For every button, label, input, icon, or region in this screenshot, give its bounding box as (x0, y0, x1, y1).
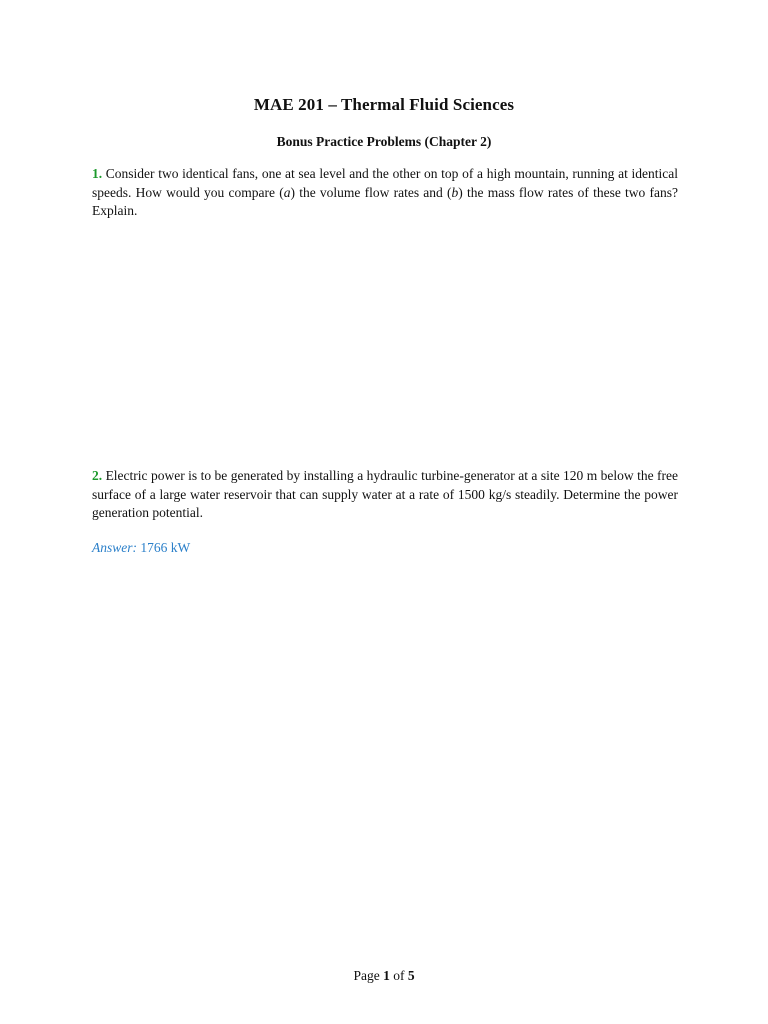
footer-page-number: 1 (383, 968, 390, 983)
problem-1-text-b: ) the volume flow rates and ( (290, 184, 452, 200)
problem-1 (92, 165, 678, 221)
problem-2-number: 2. (92, 468, 103, 483)
footer-total-pages: 5 (407, 968, 415, 983)
document-title: MAE 201 – Thermal Fluid Sciences (253, 95, 515, 114)
answer-value: 1766 kW (137, 540, 191, 555)
problem-1-text-c: ) the mass flow rates of these two fans? Explain. (92, 184, 678, 218)
problem-2 (92, 467, 678, 523)
problem-1-italic-b: b (451, 184, 459, 200)
problem-1-text-a: Consider two identical fans, one at sea level and the other on top of a high mountain, running at identical speeds. How would you compare ( (92, 166, 678, 200)
document-subtitle: Bonus Practice Problems (Chapter 2) (276, 134, 492, 149)
page-footer (0, 968, 768, 984)
problem-1-number: 1. (92, 166, 103, 181)
problem-2-answer (92, 540, 190, 556)
problem-2-text: Electric power is to be generated by installing a hydraulic turbine-generator at a site 120 m below the free surface of a large water reservoir that can supply water at a rate of 1500 kg/s steadily. Determine the power generation potential. (92, 468, 678, 520)
footer-page-word: Page (353, 968, 384, 983)
answer-label: Answer: (92, 540, 137, 555)
problem-1-italic-a: a (283, 184, 291, 200)
footer-of-word: of (389, 968, 408, 983)
